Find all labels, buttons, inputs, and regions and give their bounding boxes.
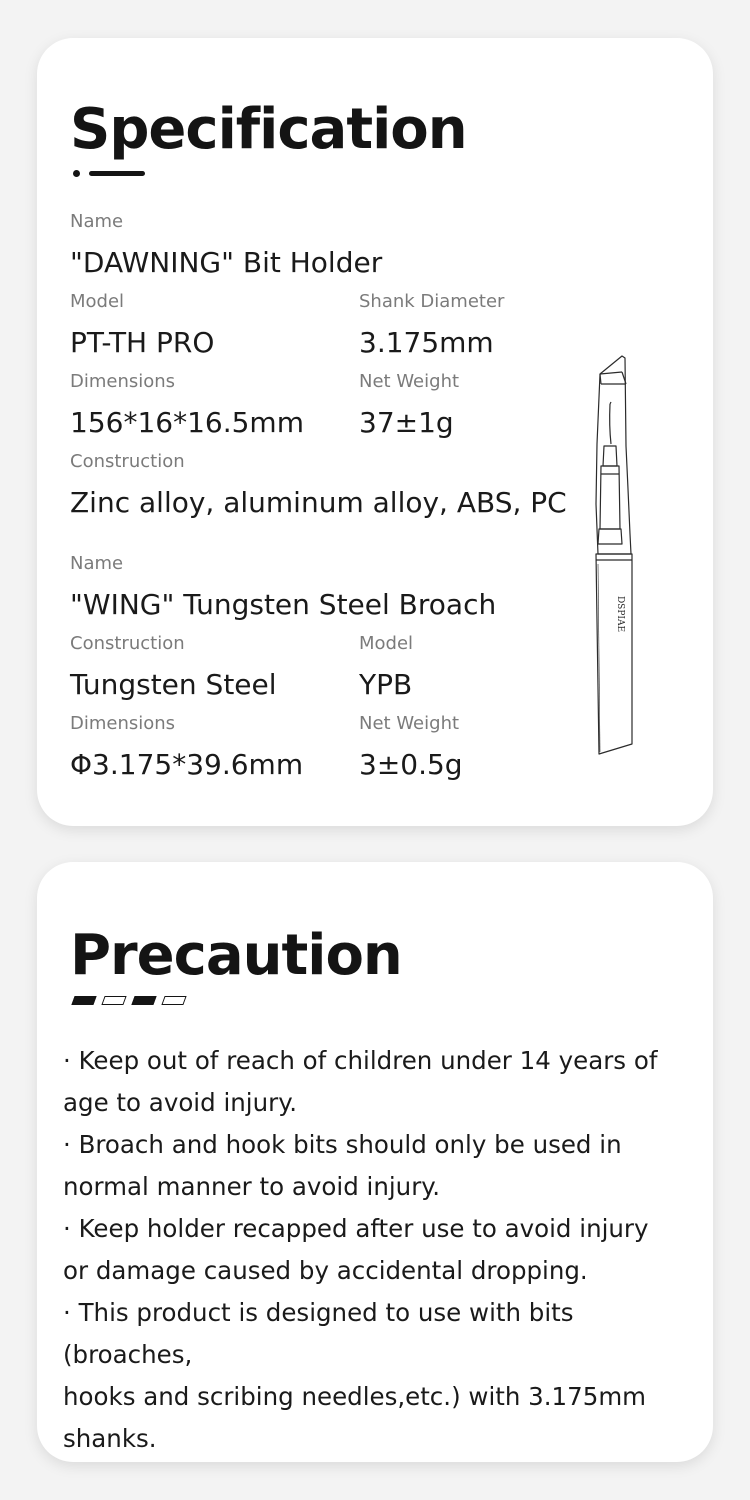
title-parallelogram-decoration (73, 996, 185, 1008)
broach-weight-value: 3±0.5g (359, 748, 463, 781)
broach-model-value: YPB (359, 668, 413, 701)
holder-construction-label: Construction (70, 451, 185, 472)
holder-shank-field (359, 291, 504, 360)
broach-name-value: "WING" Tungsten Steel Broach (70, 588, 497, 621)
holder-shank-label: Shank Diameter (359, 291, 505, 312)
precaution-item: · Broach and hook bits should only be used in normal manner to avoid injury. (63, 1130, 622, 1201)
holder-weight-field (359, 371, 459, 440)
broach-weight-field (359, 713, 463, 782)
precaution-item: · Keep holder recapped after use to avoid injury or damage caused by accidental dropping. (63, 1214, 649, 1285)
precaution-card (37, 862, 713, 1462)
bit-holder-line-illustration (582, 354, 642, 759)
holder-shank-value: 3.175mm (359, 326, 494, 359)
broach-dimensions-label: Dimensions (70, 713, 176, 734)
holder-name-value: "DAWNING" Bit Holder (70, 246, 383, 279)
specification-card (37, 38, 713, 826)
holder-model-value: PT-TH PRO (70, 326, 215, 359)
holder-dimensions-value: 156*16*16.5mm (70, 406, 304, 439)
holder-model-label: Model (70, 291, 125, 312)
holder-dimensions-label: Dimensions (70, 371, 176, 392)
holder-name-label: Name (70, 211, 124, 232)
broach-construction-label: Construction (70, 633, 185, 654)
precaution-item: · This product is designed to use with bits (broaches, hooks and scribing needles,etc.) with 3.175mm shanks. (63, 1298, 647, 1453)
broach-construction-value: Tungsten Steel (70, 668, 277, 701)
broach-model-label: Model (359, 633, 414, 654)
broach-name-label: Name (70, 553, 124, 574)
holder-dimensions-field (70, 371, 304, 440)
precaution-title: Precaution (70, 923, 402, 988)
holder-weight-value: 37±1g (359, 406, 454, 439)
broach-model-field (359, 633, 413, 702)
holder-name-field (70, 211, 382, 280)
holder-construction-field (70, 451, 567, 520)
precaution-item: · Keep out of reach of children under 14 years of age to avoid injury. (63, 1046, 658, 1117)
broach-construction-field (70, 633, 277, 702)
broach-weight-label: Net Weight (359, 713, 460, 734)
holder-model-field (70, 291, 214, 360)
precaution-list (63, 1040, 709, 1460)
broach-name-field (70, 553, 496, 622)
brand-logo-text: DSPIAE (615, 595, 625, 633)
broach-dimensions-field (70, 713, 303, 782)
holder-weight-label: Net Weight (359, 371, 460, 392)
holder-construction-value: Zinc alloy, aluminum alloy, ABS, PC (70, 486, 567, 519)
specification-title: Specification (70, 97, 467, 162)
broach-dimensions-value: Φ3.175*39.6mm (70, 748, 304, 781)
